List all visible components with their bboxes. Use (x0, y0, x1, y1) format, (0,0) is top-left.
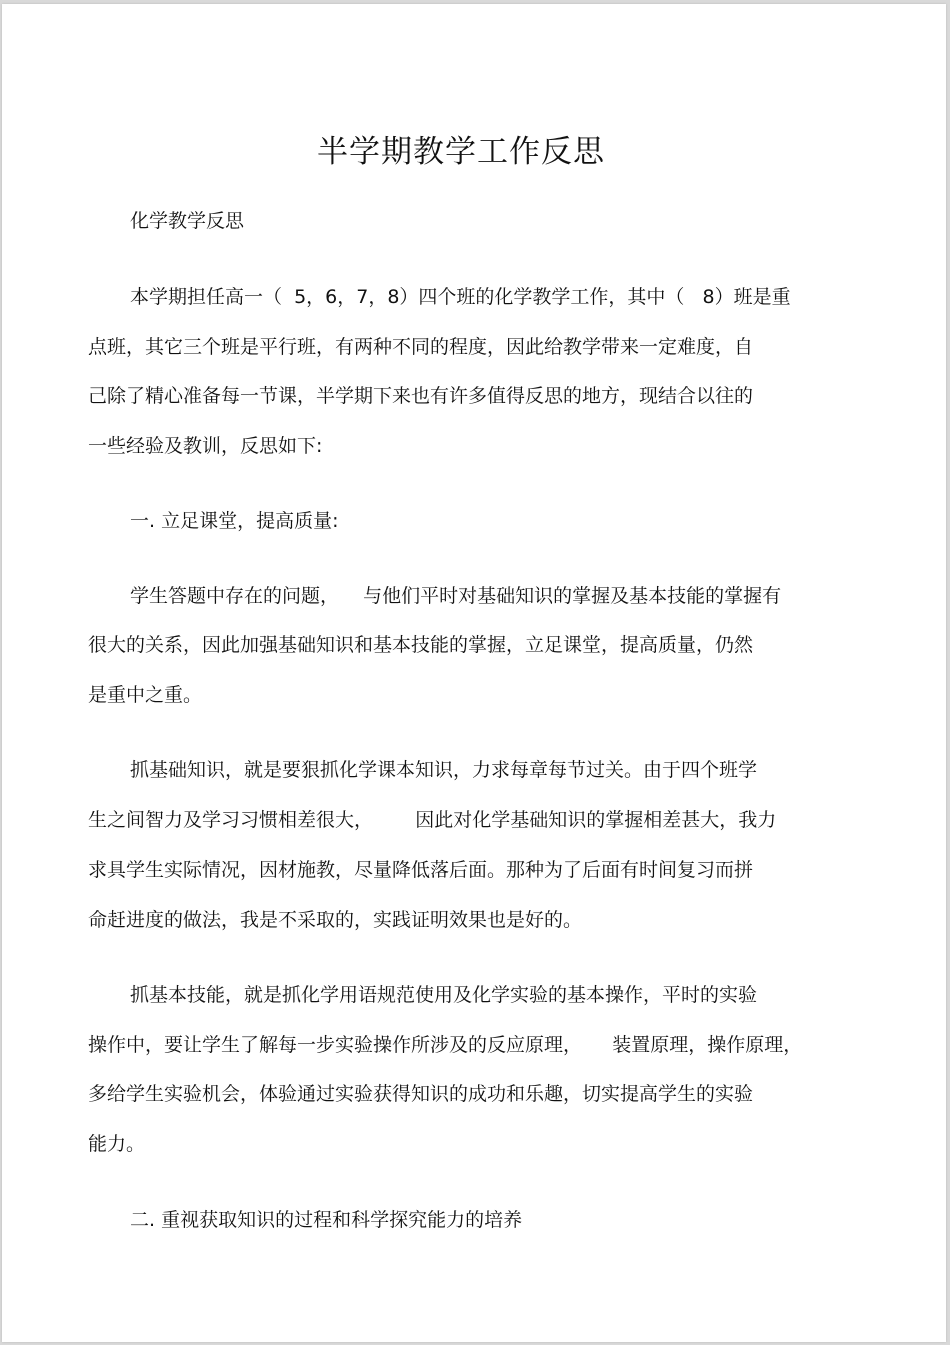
paragraph-line: 求具学生实际情况，因材施教，尽量降低落后面。那种为了后面有时间复习而拼 (88, 859, 754, 881)
intro-line: 一些经验及教训，反思如下: (88, 435, 323, 457)
paragraph-line: 能力。 (88, 1133, 146, 1155)
section-heading-2: 二. 重视获取知识的过程和科学探究能力的培养 (130, 1209, 523, 1231)
paragraph-line: 多给学生实验机会，体验通过实验获得知识的成功和乐趣，切实提高学生的实验 (88, 1083, 754, 1105)
paragraph-line: 很大的关系，因此加强基础知识和基本技能的掌握，立足课堂，提高质量，仍然 (88, 634, 754, 656)
paragraph-line: 学生答题中存在的问题， 与他们平时对基础知识的掌握及基本技能的掌握有 (130, 585, 782, 607)
paragraph-line: 是重中之重。 (88, 684, 203, 706)
intro-line: 己除了精心准备每一节课，半学期下来也有许多值得反思的地方，现结合以往的 (88, 385, 754, 407)
paragraph-line: 抓基础知识，就是要狠抓化学课本知识，力求每章每节过关。由于四个班学 (130, 759, 758, 781)
intro-line: 本学期担任高一（ 5，6，7，8）四个班的化学教学工作，其中（ 8）班是重 (130, 286, 791, 308)
page-title: 半学期教学工作反思 (317, 134, 605, 170)
intro-line: 点班，其它三个班是平行班，有两种不同的程度，因此给教学带来一定难度，自 (88, 336, 754, 358)
paragraph-line: 命赶进度的做法，我是不采取的，实践证明效果也是好的。 (88, 909, 583, 931)
paragraph-line: 抓基本技能，就是抓化学用语规范使用及化学实验的基本操作，平时的实验 (130, 984, 758, 1006)
document-page (2, 4, 946, 1342)
paragraph-line: 生之间智力及学习习惯相差很大， 因此对化学基础知识的掌握相差甚大，我力 (88, 809, 777, 831)
section-heading-1: 一. 立足课堂，提高质量: (130, 510, 339, 532)
paragraph-line: 操作中，要让学生了解每一步实验操作所涉及的反应原理， 装置原理，操作原理， (88, 1034, 803, 1056)
subtitle: 化学教学反思 (130, 210, 245, 232)
